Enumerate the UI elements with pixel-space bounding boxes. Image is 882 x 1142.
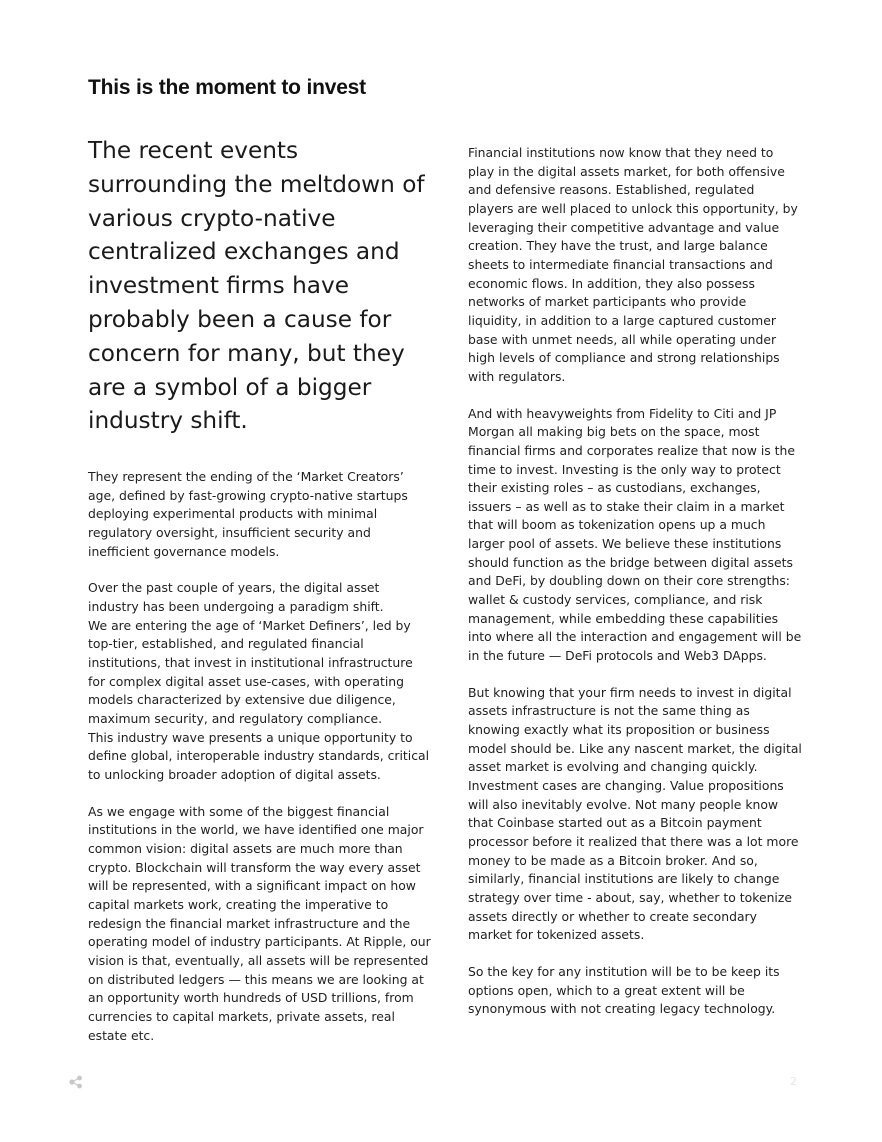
lede-paragraph: The recent events surrounding the meltdown of various crypto-native centralized exchanges and investment firms have probably been a cause for concern for many, but they are a symbol of a bigger industry shift.	[88, 137, 425, 435]
body-paragraph: Financial institutions now know that they need to play in the digital assets market, for both offensive and defensive reasons. Established, regulated players are well placed to unlock this opportunity, by leveraging their competitive advantage and value creation. They have the trust, and large balance sheets to intermediate financial transactions and economic flows. In addition, they also possess networks of market participants who provide liquidity, in addition to a large captured customer base with unmet needs, all while operating under high levels of compliance and strong relationships with regulators.	[468, 145, 798, 384]
paragraph-text: This industry wave presents a unique opportunity to define global, interoperable industry standards, critical to unlocking broader adoption of digital assets.	[88, 729, 430, 783]
body-paragraph: So the key for any institution will be to be keep its options open, which to a great extent will be synonymous with not creating legacy technology.	[468, 963, 780, 1017]
body-paragraph	[88, 803, 433, 1046]
ripple-logo-icon	[68, 1075, 84, 1089]
right-column	[468, 144, 802, 1019]
left-column	[88, 134, 433, 1045]
paragraph-text: Over the past couple of years, the digital asset industry has been undergoing a paradigm shift.	[88, 580, 384, 615]
body-paragraph: And with heavyweights from Fidelity to Citi and JP Morgan all making big bets on the space, most financial firms and corporates realize that now is the time to invest. Investing is the only way to protect their existing roles – as custodians, exchanges, issuers – as well as to stake their claim in a market that will boom as tokenization opens up a much larger pool of assets. We believe these institutions should function as the bridge between digital assets and DeFi, by doubling down on their core strengths: wallet & custody services, compliance, and risk management, while embedding these capabilities into where all the interaction and engagement will be in the future — DeFi protocols and Web3 DApps.	[468, 405, 802, 664]
paragraph-text: We are entering the age of ‘Market Definers’, led by top-tier, established, and regulated financial institutions, that invest in institutional infrastructure for complex digital asset use-cases, with operating models characterized by extensive due diligence, maximum security, and regulatory compliance.	[88, 617, 413, 727]
paragraph-text: They represent the ending of the ‘Market Creators’ age, defined by fast-growing crypto-native startups deploying experimental products with minimal regulatory oversight, insufficient security and inefficient governance models.	[88, 469, 408, 559]
body-paragraph	[88, 468, 433, 561]
page-title: This is the moment to invest	[88, 76, 366, 99]
body-paragraph: But knowing that your firm needs to invest in digital assets infrastructure is not the same thing as knowing exactly what its proposition or business model should be. Like any nascent market, the digital asset market is evolving and changing quickly. Investment cases are changing. Value propositions will also inevitably evolve. Not many people know that Coinbase started out as a Bitcoin payment processor before it realized that there was a lot more money to be made as a Bitcoin broker. And so, similarly, financial institutions are likely to change strategy over time - about, say, whether to tokenize assets directly or whether to create secondary market for tokenized assets.	[468, 684, 802, 943]
page-number: 2	[790, 1075, 797, 1088]
body-paragraph	[88, 579, 433, 784]
paragraph-text: As we engage with some of the biggest financial institutions in the world, we have identified one major common vision: digital assets are much more than crypto. Blockchain will transform the way every asset will be represented, with a significant impact on how capital markets work, creating the imperative to redesign the financial market infrastructure and the operating model of industry participants. At Ripple, our vision is that, eventually, all assets will be represented on distributed ledgers — this means we are looking at an opportunity worth hundreds of USD trillions, from currencies to capital markets, private assets, real estate etc.	[88, 803, 431, 1043]
